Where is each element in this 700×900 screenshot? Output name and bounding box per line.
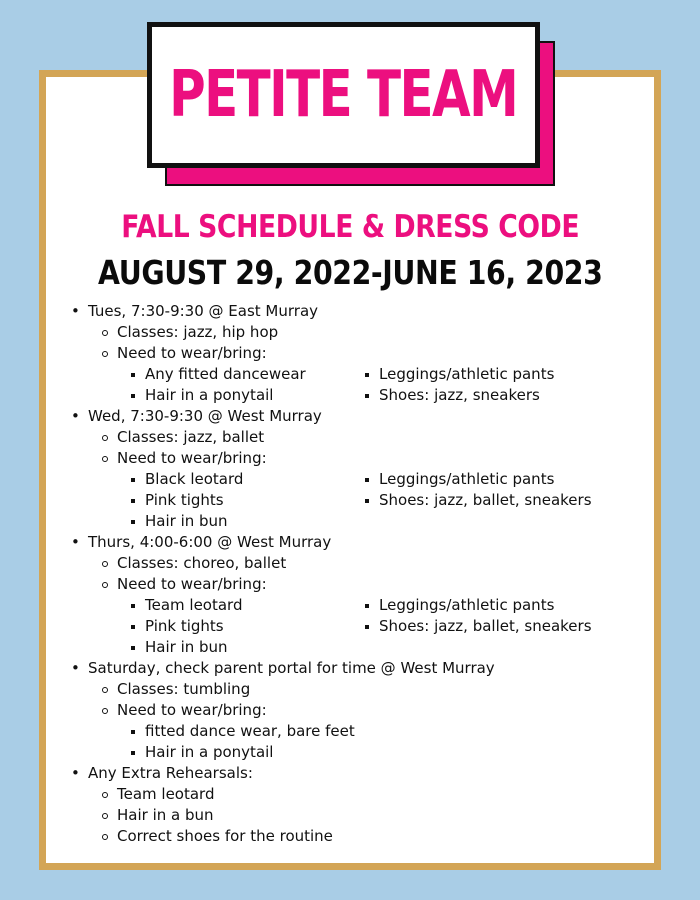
wear-item: fitted dance wear, bare feet	[145, 722, 355, 740]
schedule-day-wed: • Wed, 7:30-9:30 @ West Murray	[88, 406, 322, 427]
schedule-day-sat: • Saturday, check parent portal for time @ West Murray	[88, 658, 495, 679]
page-title: PETITE TEAM	[169, 58, 518, 132]
wear-item: Any fitted dancewear	[145, 365, 306, 383]
dates-text: AUGUST 29, 2022-JUNE 16, 2023	[97, 253, 603, 292]
wear-label-wed: Need to wear/bring:	[117, 449, 267, 467]
wear-item: Hair in a ponytail	[145, 386, 274, 404]
classes-sat: Classes: tumbling	[117, 680, 251, 698]
extra-rehearsals-label: • Any Extra Rehearsals:	[88, 763, 253, 784]
wear-item: Shoes: jazz, ballet, sneakers	[379, 617, 592, 635]
wear-item: Hair in bun	[145, 638, 228, 656]
wear-label-thurs: Need to wear/bring:	[117, 575, 267, 593]
wear-item: Pink tights	[145, 617, 224, 635]
wear-item: Leggings/athletic pants	[379, 365, 555, 383]
wear-item: Hair in a ponytail	[145, 743, 274, 761]
content-frame	[39, 70, 661, 870]
classes-wed: Classes: jazz, ballet	[117, 428, 265, 446]
classes-thurs: Classes: choreo, ballet	[117, 554, 287, 572]
extra-item: Correct shoes for the routine	[117, 827, 333, 845]
extra-item: Hair in a bun	[117, 806, 214, 824]
extra-item: Team leotard	[117, 785, 215, 803]
wear-item: Hair in bun	[145, 512, 228, 530]
schedule-subtitle	[0, 209, 700, 245]
wear-item: Shoes: jazz, sneakers	[379, 386, 540, 404]
wear-item: Team leotard	[145, 596, 243, 614]
wear-item: Black leotard	[145, 470, 244, 488]
season-dates	[0, 253, 700, 292]
wear-label-sat: Need to wear/bring:	[117, 701, 267, 719]
wear-item: Leggings/athletic pants	[379, 470, 555, 488]
wear-label-tues: Need to wear/bring:	[117, 344, 267, 362]
wear-item: Shoes: jazz, ballet, sneakers	[379, 491, 592, 509]
wear-item: Leggings/athletic pants	[379, 596, 555, 614]
title-box	[147, 22, 540, 168]
wear-item: Pink tights	[145, 491, 224, 509]
schedule-day-tues: • Tues, 7:30-9:30 @ East Murray	[88, 301, 318, 322]
classes-tues: Classes: jazz, hip hop	[117, 323, 279, 341]
schedule-day-thurs: • Thurs, 4:00-6:00 @ West Murray	[88, 532, 331, 553]
subtitle-text: FALL SCHEDULE & DRESS CODE	[121, 209, 579, 245]
